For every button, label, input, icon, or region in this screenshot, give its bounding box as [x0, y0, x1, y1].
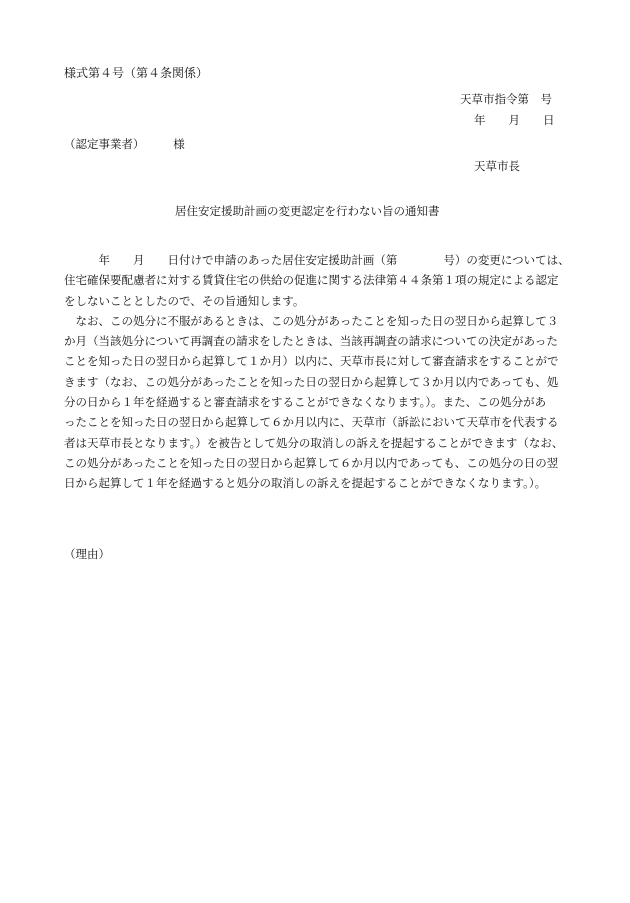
date-line: 年 月 日: [474, 113, 555, 127]
body-text: [64, 250, 574, 494]
body-line: 者は天草市長となります。）を被告として処分の取消しの訴えを提起することができます（なお、: [64, 435, 564, 450]
document-title: 居住安定援助計画の変更認定を行わない旨の通知書: [175, 204, 440, 218]
issuer: 天草市長: [474, 159, 520, 173]
reference-number: 天草市指令第 号: [460, 92, 552, 106]
body-line: なお、この処分に不服があるときは、この処分があったことを知った日の翌日から起算して３: [64, 313, 559, 328]
body-line: ったことを知った日の翌日から起算して６か月以内に、天草市（訴訟において天草市を代表する: [64, 415, 559, 430]
body-line: 年 月 日付けで申請のあった居住安定援助計画（第 号）の変更については、: [64, 253, 570, 267]
addressee: （認定事業者） 様: [64, 137, 185, 151]
form-number: 様式第４号（第４条関係）: [64, 66, 209, 80]
body-line: 住宅確保要配慮者に対する賃貸住宅の供給の促進に関する法律第４４条第１項の規定による認定: [64, 273, 559, 288]
body-line: 日から起算して１年を経過すると処分の取消しの訴えを提起することができなくなります。）。: [64, 476, 547, 491]
body-line: この処分があったことを知った日の翌日から起算して６か月以内であっても、この処分の日の翌: [64, 455, 559, 470]
reason-label: （理由）: [64, 547, 110, 561]
body-line: きます（なお、この処分があったことを知った日の翌日から起算して３か月以内であっても、処: [64, 374, 559, 389]
body-line: か月（当該処分について再調査の請求をしたときは、当該再調査の請求についての決定があった: [64, 334, 558, 349]
body-line: 分の日から１年を経過すると審査請求をすることができなくなります。）。また、この処分があ: [64, 395, 547, 410]
body-line: ことを知った日の翌日から起算して１か月）以内に、天草市長に対して審査請求をすることがで: [64, 354, 559, 369]
body-line: をしないこととしたので、その旨通知します。: [64, 293, 305, 308]
